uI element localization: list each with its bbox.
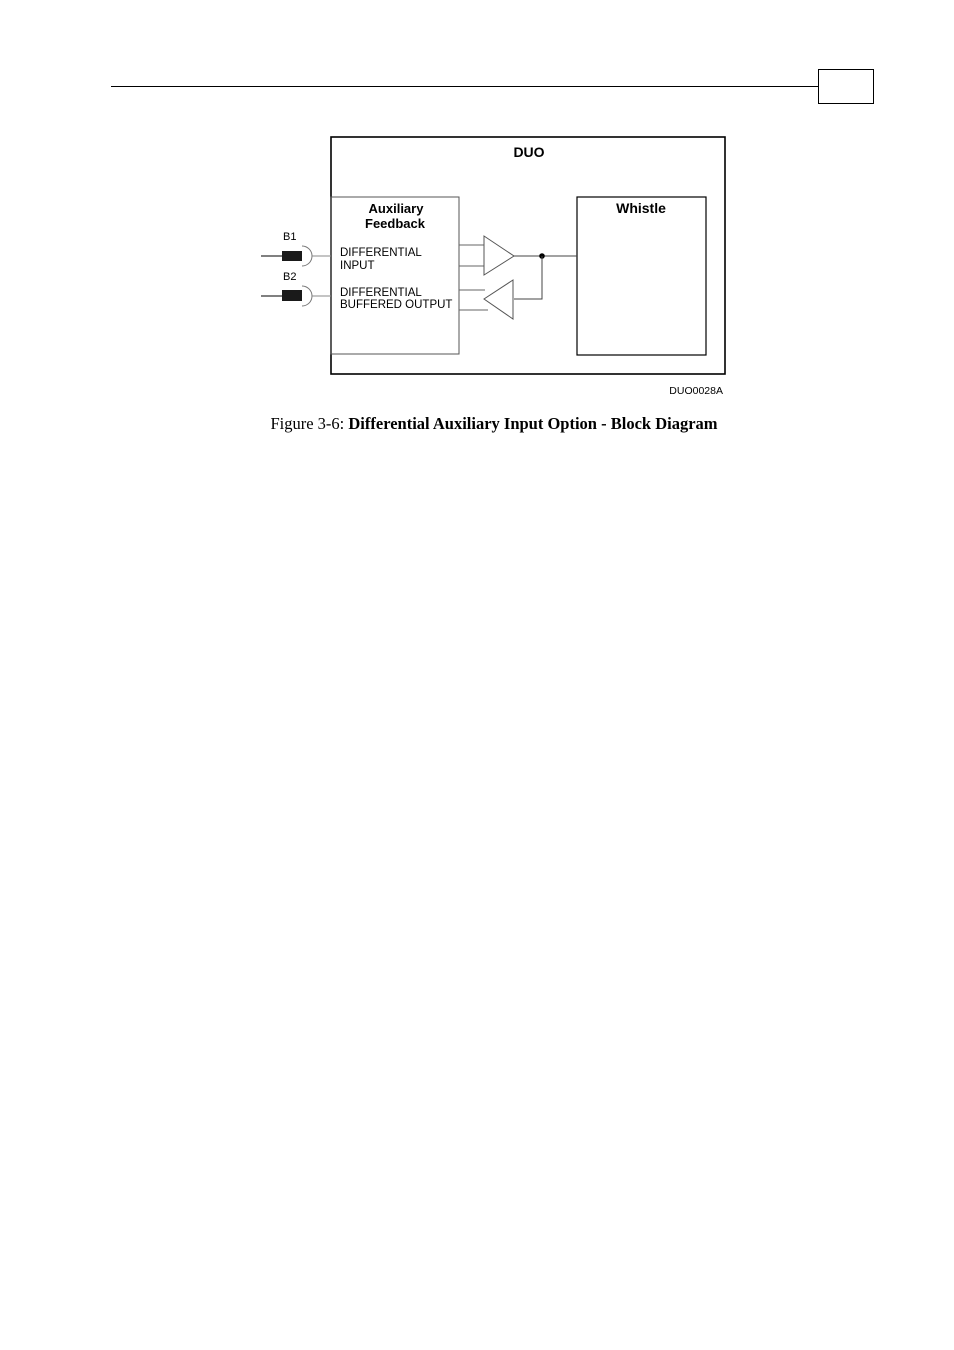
connector-b2-socket bbox=[302, 286, 312, 306]
differential-input-label-2: INPUT bbox=[340, 260, 375, 272]
connector-b1-label: B1 bbox=[283, 231, 297, 243]
aux-feedback-label-1: Auxiliary bbox=[368, 201, 424, 216]
whistle-block bbox=[577, 197, 706, 355]
whistle-label: Whistle bbox=[616, 200, 666, 216]
duo-label: DUO bbox=[513, 144, 545, 160]
aux-feedback-label-2: Feedback bbox=[365, 216, 425, 231]
input-amplifier-icon bbox=[484, 236, 514, 275]
connector-b1-socket bbox=[302, 246, 312, 266]
caption-prefix: Figure 3-6: bbox=[270, 414, 349, 433]
figure-caption bbox=[0, 414, 954, 434]
output-buffer-icon bbox=[484, 280, 513, 319]
connector-b1-icon bbox=[282, 251, 302, 261]
differential-output-label-1: DIFFERENTIAL bbox=[340, 287, 422, 299]
block-diagram bbox=[0, 0, 954, 410]
differential-output-label-2: BUFFERED OUTPUT bbox=[340, 299, 453, 311]
connector-b2-label: B2 bbox=[283, 271, 297, 283]
connector-b2-icon bbox=[282, 290, 302, 301]
drawing-id: DUO0028A bbox=[669, 385, 723, 397]
differential-input-label-1: DIFFERENTIAL bbox=[340, 247, 422, 259]
caption-title: Differential Auxiliary Input Option - Block Diagram bbox=[348, 414, 718, 433]
feedback-line bbox=[514, 256, 542, 299]
